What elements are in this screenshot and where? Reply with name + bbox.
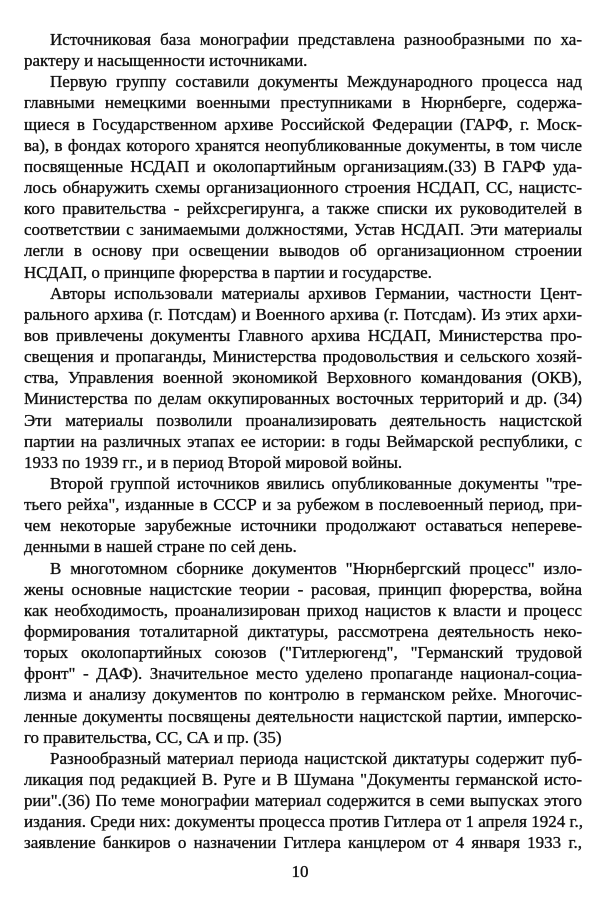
text-line: заявление банкиров о назначении Гитлера канцлером от 4 января 1933 г., [24,833,582,853]
text-line: тьего рейха", изданные в СССР и за рубежом в послевоенный период, при- [24,495,582,515]
paragraph [24,748,582,854]
text-line: издания. Среди них: документы процесса против Гитлера от 1 апреля 1924 г., [24,812,584,832]
text-line: рактеру и насыщенности источниками. [24,51,308,71]
text-line: ства, Управления военной экономикой Верховного командования (ОКВ), [24,368,582,388]
text-line: вов привлечены документы Главного архива НСДАП, Министерства про- [24,325,582,345]
text-line: торых околопартийных союзов ("Гитлерюгенд", "Германский трудовой [24,643,582,663]
paragraph [24,558,582,748]
text-line: фронт" - ДАФ). Значительное место уделено пропаганде национал-социа- [24,664,582,684]
text-line: лизма и анализу документов по контролю в германском рейхе. Многочис- [24,685,582,705]
text-line: щиеся в Государственном архиве Российской Федерации (ГАРФ, г. Моск- [24,114,582,134]
text-line: посвященные НСДАП и околопартийным организациям.(33) В ГАРФ уда- [24,156,582,176]
text-line: Авторы использовали материалы архивов Германии, частности Цент- [50,283,582,303]
text-line: Источниковая база монографии представлена разнообразными по ха- [50,30,582,49]
text-line: чем некоторые зарубежные источники продолжают оставаться непереве- [24,516,582,536]
text-line: денными в нашей стране по сей день. [24,537,297,557]
text-line: кого правительства - рейхсрегирунга, а также списки их руководителей в [24,199,582,219]
text-line: Министерства по делам оккупированных восточных территорий и др. (34) [24,389,582,409]
text-line: Второй группой источников явились опубликованные документы "тре- [50,473,582,493]
text-line: ликация под редакцией В. Руге и В Шумана "Документы германской исто- [24,769,582,789]
text-line: как необходимость, проанализирован приход нацистов к власти и процесс [24,600,582,620]
text-line: ленные документы посвящены деятельности нацистской партии, имперско- [24,706,582,726]
text-line: лось обнаружить схемы организационного строения НСДАП, СС, нацистс- [24,177,582,197]
text-line: партии на различных этапах ее истории: в годы Веймарской республики, с [24,431,582,451]
paragraph [24,71,582,282]
page-number: 10 [291,862,309,881]
text-line: рального архива (г. Потсдам) и Военного архива (г. Потсдам). Из этих архи- [24,304,582,324]
text-line: Первую группу составили документы Международного процесса над [50,72,582,92]
paragraph [24,473,582,558]
text-line: жены основные нацистские теории - расовая, принцип фюрерства, война [24,579,582,599]
text-line: Разнообразный материал периода нацистской диктатуры содержит пуб- [50,748,582,768]
text-line: соответствии с занимаемыми должностями, Устав НСДАП. Эти материалы [24,220,582,240]
text-line: го правительства, СС, СА и пр. (35) [24,727,282,747]
text-line: легли в основу при освещении выводов об организационном строении [24,241,582,261]
text-line: формирования тоталитарной диктатуры, рассмотрена деятельность неко- [24,621,582,641]
text-line: Эти материалы позволили проанализировать деятельность нацистской [24,410,582,430]
text-line: ва), в фондах которого хранятся неопубликованные документы, в том числе [24,135,582,155]
page-body [24,29,582,853]
text-line: свещения и пропаганды, Министерства продовольствия и сельского хозяй- [24,347,582,367]
paragraph [24,29,582,71]
text-line: НСДАП, о принципе фюрерства в партии и государстве. [24,262,432,282]
text-line: 1933 по 1939 гг., и в период Второй мировой войны. [24,452,403,472]
text-line: главными немецкими военными преступниками в Нюрнберге, содержа- [24,93,582,113]
paragraph [24,283,582,473]
text-line: В многотомном сборнике документов "Нюрнбергский процесс" изло- [50,558,582,578]
text-line: рии".(36) По теме монографии материал содержится в семи выпусках этого [24,791,582,811]
